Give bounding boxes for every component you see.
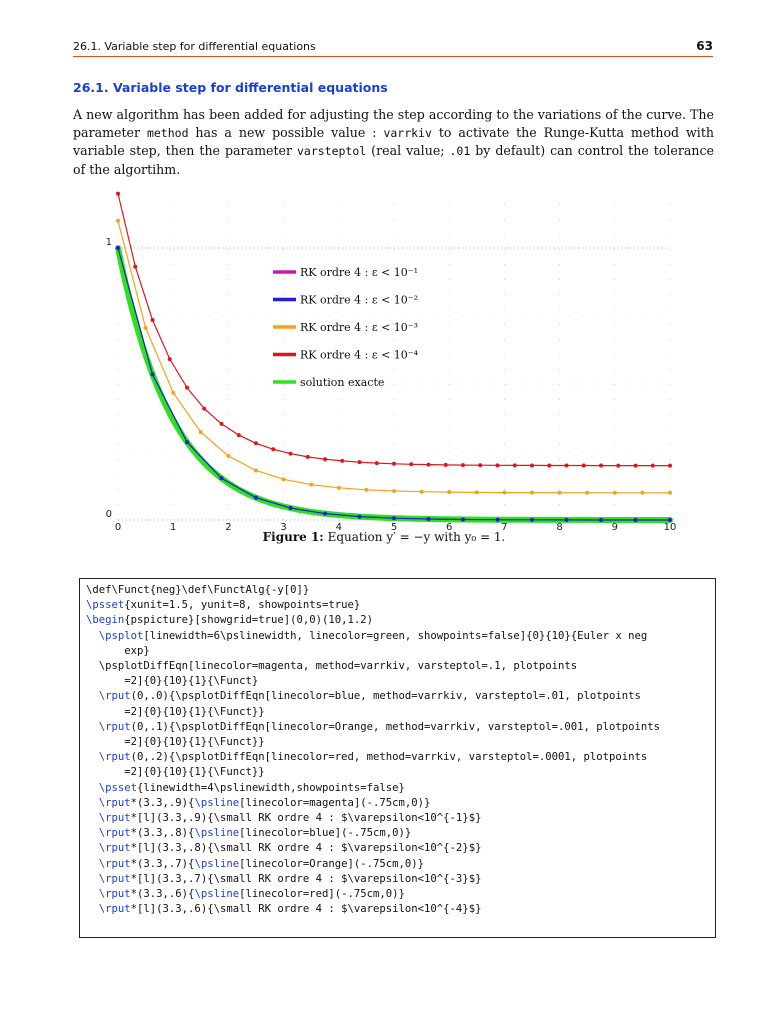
series-point-3 [116,219,120,223]
series-point-4 [599,464,603,468]
series-point-2-top [289,506,293,510]
series-point-4 [306,455,310,459]
series-point-4 [323,457,327,461]
series-point-4 [237,433,241,437]
legend-label: RK ordre 4 : ε < 10⁻⁴ [300,348,419,362]
caption-text: Equation y′ = −y with y₀ = 1. [327,530,506,544]
code-listing [79,578,716,938]
series-point-3 [254,468,258,472]
code-line: \rput*[l](3.3,.8){\small RK ordre 4 : $\varepsilon<10^{-2}$} [86,842,482,855]
series-point-4 [254,441,258,445]
running-header [73,38,713,57]
y-tick-label: 1 [105,237,112,248]
series-point-2-top [634,518,638,522]
series-point-2-top [116,246,120,250]
code-line: \rput*(3.3,.9){\psline[linecolor=magenta](-.75cm,0)} [86,796,431,809]
x-tick-label: 10 [663,522,677,530]
series-point-3 [144,326,148,330]
series-point-4 [444,463,448,467]
series-point-2-top [323,512,327,516]
code-line: \psplot[linewidth=6\pslinewidth, linecolor=green, showpoints=false]{0}{10}{Euler x neg [86,629,648,642]
series-point-2-top [358,515,362,519]
series-point-4 [133,265,137,269]
code-line: \rput*(3.3,.7){\psline[linecolor=Orange](-.75cm,0)} [86,857,425,870]
legend-label: RK ordre 4 : ε < 10⁻³ [300,321,419,334]
para-text-2: has a new possible value : [188,124,384,140]
code-line: \rput(0,.0){\psplotDiffEqn[linecolor=blue, method=varrkiv, varsteptol=.01, plotpoints [86,690,641,703]
code-line: \begin{pspicture}[showgrid=true](0,0)(10,1.2) [86,614,374,627]
series-point-3 [447,490,451,494]
para-code-default: .01 [449,144,471,159]
series-point-2-top [565,518,569,522]
code-line: \rput*[l](3.3,.9){\small RK ordre 4 : $\varepsilon<10^{-1}$} [86,812,482,825]
series-point-2-top [220,476,224,480]
series-point-3 [392,489,396,493]
code-line: =2]{0}{10}{1}{\Funct}} [86,705,265,718]
series-point-2-top [530,518,534,522]
series-point-3 [668,491,672,495]
x-tick-label: 8 [556,522,563,530]
series-point-3 [613,491,617,495]
series-point-4 [461,463,465,467]
series-point-2-top [461,517,465,521]
series-point-3 [640,491,644,495]
legend-label: solution exacte [300,376,385,389]
series-point-3 [530,491,534,495]
code-line: \rput*[l](3.3,.7){\small RK ordre 4 : $\varepsilon<10^{-3}$} [86,872,482,885]
series-point-4 [375,461,379,465]
series-point-4 [565,464,569,468]
code-line: \rput(0,.1){\psplotDiffEqn[linecolor=Orange, method=varrkiv, varsteptol=.001, plotpoints [86,720,661,733]
series-point-4 [634,464,638,468]
series-point-4 [582,464,586,468]
code-line: \rput*[l](3.3,.6){\small RK ordre 4 : $\varepsilon<10^{-4}$} [86,903,482,916]
code-line: \psset{linewidth=4\pslinewidth,showpoints=false} [86,781,405,794]
series-point-4 [547,463,551,467]
code-line: =2]{0}{10}{1}{\Funct} [86,675,259,688]
series-point-3 [420,490,424,494]
series-point-2-top [254,496,258,500]
series-point-4 [478,463,482,467]
code-line: \def\Funct{neg}\def\FunctAlg{-y[0]} [86,584,310,596]
para-code-varrkiv: varrkiv [383,125,432,140]
code-line: \rput*(3.3,.8){\psline[linecolor=blue](-.75cm,0)} [86,827,412,840]
para-text-3: to activate the Runge-Kutta method with variable step, then the parameter [73,124,714,159]
series-point-4 [392,462,396,466]
para-text-5: by default) can control the tolerance of the algortihm. [73,143,715,177]
figure-caption [0,530,768,544]
code-line: \psplotDiffEqn[linecolor=magenta, method=varrkiv, varsteptol=.1, plotpoints [86,660,578,673]
series-point-3 [226,454,230,458]
series-point-2-top [599,518,603,522]
para-code-varsteptol: varsteptol [296,144,367,159]
x-tick-label: 0 [114,522,122,530]
series-point-4 [151,318,155,322]
series-point-3 [337,486,341,490]
section-title: 26.1. Variable step for differential equations [73,80,388,95]
code-line: =2]{0}{10}{1}{\Funct}} [86,736,265,749]
code-line: \psset{xunit=1.5, yunit=8, showpoints=true} [86,599,361,612]
series-point-2-top [496,518,500,522]
series-point-2-top [151,372,155,376]
running-header-title: 26.1. Variable step for differential equations [73,40,316,53]
series-point-3 [309,483,313,487]
series-point-4 [409,462,413,466]
x-tick-label: 2 [225,522,232,530]
series-point-4 [168,357,172,361]
series-point-2-top [427,517,431,521]
legend-label: RK ordre 4 : ε < 10⁻² [300,293,419,307]
series-point-4 [289,452,293,456]
series-point-4 [271,447,275,451]
series-point-3 [558,491,562,495]
series-point-3 [475,490,479,494]
x-tick-label: 1 [170,522,177,530]
x-tick-label: 9 [611,522,618,530]
code-line: =2]{0}{10}{1}{\Funct}} [86,766,265,779]
y-tick-label: 0 [105,509,112,520]
code-line: \rput(0,.2){\psplotDiffEqn[linecolor=red, method=varrkiv, varsteptol=.0001, plotpoints [86,751,648,764]
series-point-3 [364,488,368,492]
caption-label: Figure 1: [262,530,324,544]
code-line: \rput*(3.3,.6){\psline[linecolor=red](-.75cm,0)} [86,888,405,901]
page-number: 63 [696,39,713,53]
figure-chart [100,180,700,530]
series-point-2-top [668,518,672,522]
series-point-4 [427,463,431,467]
series-point-4 [668,464,672,468]
series-point-4 [496,463,500,467]
legend-label: RK ordre 4 : ε < 10⁻¹ [300,266,419,279]
series-point-4 [116,192,120,196]
para-text-1: A new algorithm has been added for adjusting the step according to the variations of the curve. The parameter [73,107,714,140]
series-point-4 [358,460,362,464]
series-point-3 [502,491,506,495]
series-point-4 [616,464,620,468]
x-tick-label: 7 [501,522,508,530]
series-point-3 [585,491,589,495]
x-tick-label: 6 [446,522,453,530]
para-code-method: method [146,125,189,140]
series-point-3 [282,477,286,481]
series-point-4 [513,463,517,467]
series-point-3 [171,391,175,395]
series-point-3 [199,430,203,434]
x-tick-label: 4 [335,522,342,530]
para-text-4: (real value; [366,143,450,159]
x-tick-label: 5 [390,522,398,530]
series-point-2-top [392,516,396,520]
series-point-4 [651,464,655,468]
series-point-4 [340,459,344,463]
series-point-4 [185,386,189,390]
x-tick-label: 3 [280,522,287,530]
series-point-2-top [185,440,189,444]
series-point-4 [202,407,206,411]
code-line: exp} [86,644,150,657]
series-point-4 [220,422,224,426]
body-paragraph [73,106,714,178]
series-point-4 [530,463,534,467]
